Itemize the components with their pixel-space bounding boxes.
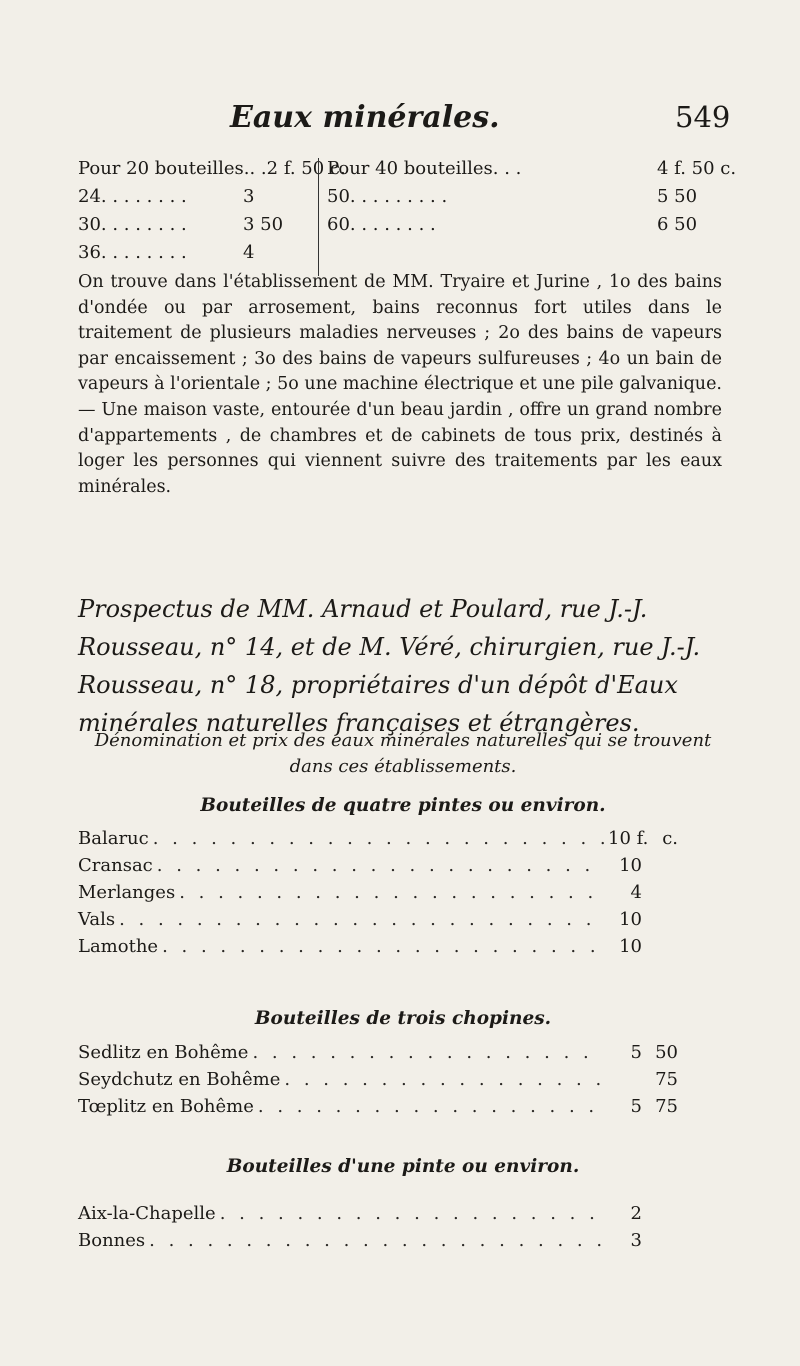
prospectus-title: Prospectus de MM. Arnaud et Poulard, rue J.-J. Rousseau, n° 14, et de M. Véré, chirurgien, rue J.-J. Rousseau, n° 18, propriétaires d'un dépôt d'Eaux minérales naturelles françaises et étrangères. [78,595,701,737]
list-item: Bonnes . . . 3 [78,1230,678,1257]
list-item: Aix-la-Chapelle . . . 2 [78,1203,678,1230]
list-item: Balaruc . . . 10 f. c. [78,828,678,855]
list-item: Vals . . . 10 [78,909,678,936]
price-row: 50. . . . . . . . . 5 50 [327,186,698,207]
price-row: Pour 40 bouteilles. . . 4 f. 50 c. [327,158,737,179]
price-row: 60. . . . . . . . 6 50 [327,214,698,235]
price-column-right [318,158,737,276]
section-heading: Bouteilles de quatre pintes ou environ. [200,795,606,816]
water-list [78,828,678,963]
list-item: Sedlitz en Bohême . . . 5 50 [78,1042,678,1069]
water-list [78,1042,678,1123]
list-item: Seydchutz en Bohême . . . 75 [78,1069,678,1096]
bottle-price-table [78,158,737,278]
running-title: Eaux minérales. [230,100,500,135]
list-item: Cransac . . . 10 [78,855,678,882]
list-item: Lamothe . . . 10 [78,936,678,963]
price-row: 30. . . . . . . . 3 50 [78,214,284,235]
section-heading: Bouteilles d'une pinte ou environ. [226,1156,580,1177]
price-column-left [78,158,346,270]
water-list [78,1203,678,1257]
list-item: Merlanges . . . 4 [78,882,678,909]
establishment-paragraph: On trouve dans l'établissement de MM. Tryaire et Jurine , 1o des bains d'ondée ou par arrosement, bains reconnus fort utiles dans le traitement de plusieurs maladies nerveuses ; 2o des bains de vapeurs par encaissement ; 3o des bains de vapeurs sulfureuses ; 4o un bain de vapeurs à l'orientale ; 5o une machine électrique et une pile galvanique. — Une maison vaste, entourée d'un beau jardin , offre un grand nombre d'appartements , de chambres et de cabinets de tous prix, destinés à loger les personnes qui viennent suivre des traitements par les eaux minérales. [78,272,722,497]
section-heading: Bouteilles de trois chopines. [254,1008,552,1029]
price-row: 24. . . . . . . . 3 [78,186,255,207]
price-row: Pour 20 bouteilles.. . 2 f. 50 c. [78,158,346,179]
denomination-subheading: Dénomination et prix des eaux minérales naturelles qui se trouvent dans ces établissements. [94,730,712,777]
page-header [0,100,800,150]
price-row: 36. . . . . . . . 4 [78,242,255,263]
page-number: 549 [675,100,731,134]
list-item: Tœplitz en Bohême . . . 5 75 [78,1096,678,1123]
